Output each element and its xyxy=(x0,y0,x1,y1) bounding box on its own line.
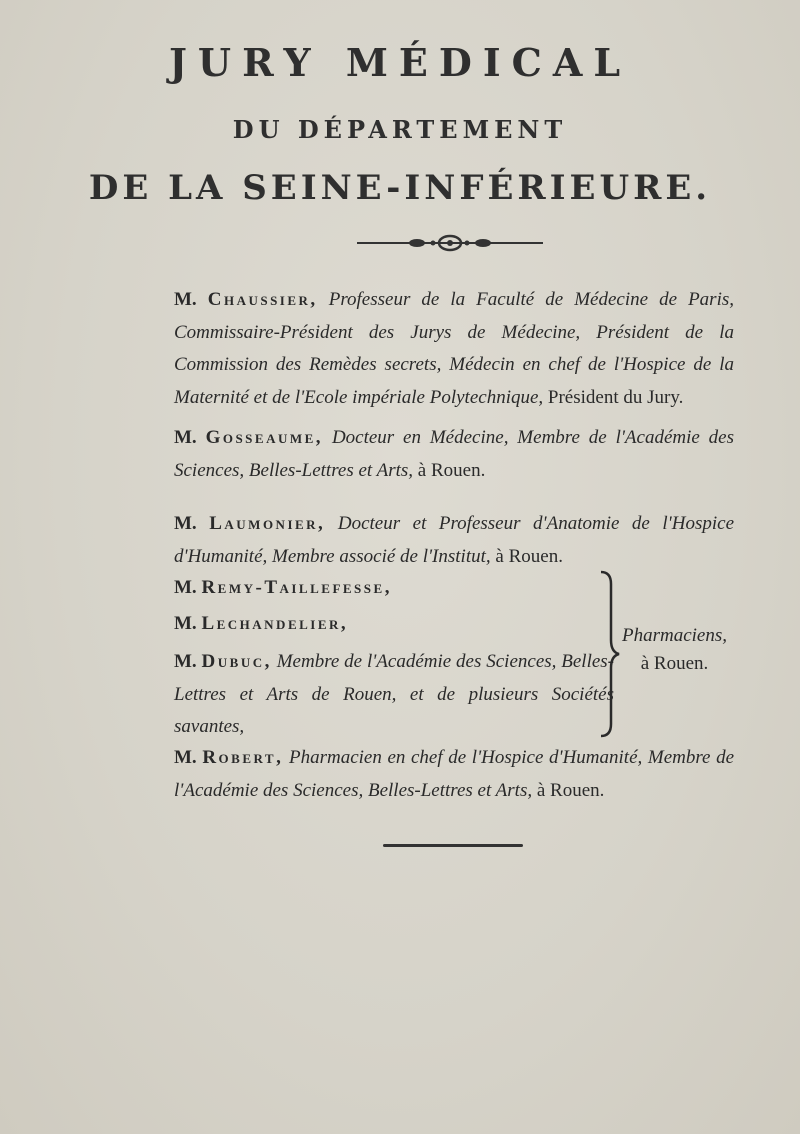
member-name: Chaussier, xyxy=(207,289,318,310)
member-prefix: M. xyxy=(174,577,197,598)
member-description: Docteur en Médecine, Membre de l'Académie des Sciences, Belles-Lettres et Arts, xyxy=(174,427,735,481)
pharmacist-entry xyxy=(174,608,348,641)
pharmacist-entry xyxy=(174,572,392,605)
member-prefix: M. xyxy=(174,289,197,310)
member-tail: Président du Jury. xyxy=(547,386,684,408)
member-prefix: M. xyxy=(174,613,197,634)
title-jury-medical: JURY MÉDICAL xyxy=(168,40,632,85)
member-prefix: M. xyxy=(174,513,197,534)
member-description: Pharmacien en chef de l'Hospice d'Humanité, Membre de l'Académie des Sciences, Belles-Lettres et Arts, xyxy=(174,747,735,801)
member-tail: à Rouen. xyxy=(495,545,563,567)
ornament-divider xyxy=(357,234,543,252)
member-entry xyxy=(174,284,734,414)
member-description: Membre de l'Académie des Sciences, Belles-Lettres et Arts de Rouen, et de plusieurs Sociétés savantes, xyxy=(174,651,614,737)
member-prefix: M. xyxy=(174,651,197,672)
member-entry xyxy=(174,422,734,487)
closing-rule xyxy=(383,844,523,847)
member-name: Gosseaume, xyxy=(205,427,324,448)
member-tail: à Rouen. xyxy=(536,779,605,801)
member-name: Dubuc, xyxy=(201,651,272,672)
member-entry xyxy=(174,742,734,807)
group-title: Pharmaciens, xyxy=(622,625,728,646)
member-description: Docteur et Professeur d'Anatomie de l'Hospice d'Humanité, Membre associé de l'Institut, xyxy=(174,513,735,567)
member-name: Robert, xyxy=(202,747,284,768)
member-prefix: M. xyxy=(174,427,197,448)
member-name: Lechandelier, xyxy=(201,613,349,634)
member-prefix: M. xyxy=(174,747,197,768)
member-name: Remy-Taillefesse, xyxy=(201,577,392,598)
pharmacists-group-label xyxy=(622,622,727,678)
member-entry xyxy=(174,508,734,573)
member-name: Laumonier, xyxy=(209,513,326,534)
member-tail: à Rouen. xyxy=(417,459,486,481)
group-place: à Rouen. xyxy=(640,653,709,674)
title-departement: DU DÉPARTEMENT xyxy=(232,115,568,144)
title-seine-inferieure: DE LA SEINE-INFÉRIEURE. xyxy=(88,168,712,208)
member-description: Professeur de la Faculté de Médecine de Paris, Commissaire-Président des Jurys de Médecine, Président de la Commission des Remèdes secrets, Médecin en chef de l'Hospice de la Maternité et de l'Ecole impériale Polytechnique, xyxy=(174,289,735,408)
grouping-brace xyxy=(597,570,621,738)
pharmacist-entry xyxy=(174,646,614,744)
